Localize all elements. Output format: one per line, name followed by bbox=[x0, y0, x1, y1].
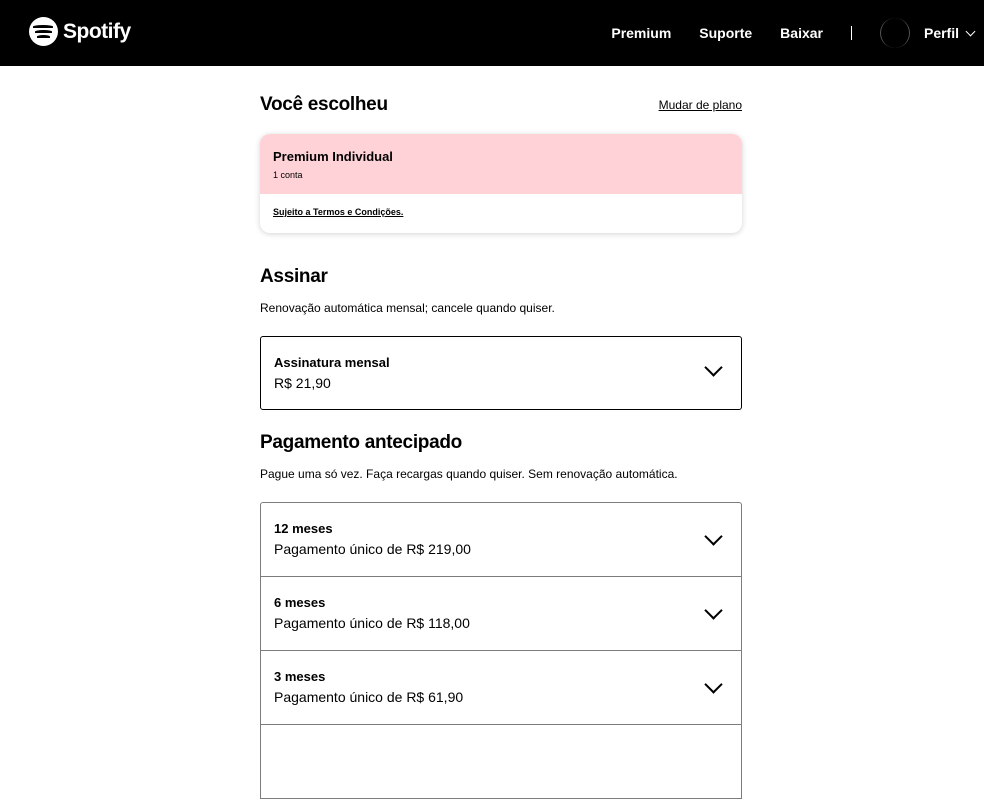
profile-menu[interactable] bbox=[924, 25, 974, 41]
option-price: R$ 21,90 bbox=[274, 375, 331, 391]
prepaid-heading: Pagamento antecipado bbox=[260, 432, 462, 453]
nav-divider bbox=[851, 26, 852, 40]
nav-suporte[interactable]: Suporte bbox=[699, 25, 753, 41]
option-price: Pagamento único de R$ 61,90 bbox=[274, 689, 464, 705]
avatar[interactable] bbox=[880, 18, 910, 48]
terms-link[interactable]: Sujeito a Termos e Condições. bbox=[273, 207, 404, 217]
spotify-logo-icon bbox=[29, 17, 58, 46]
prepaid-options-list bbox=[260, 502, 742, 799]
prepaid-option-6-months[interactable] bbox=[261, 577, 741, 651]
brand-name: Spotify bbox=[63, 19, 131, 43]
option-title: Assinatura mensal bbox=[274, 355, 390, 370]
change-plan-link[interactable]: Mudar de plano bbox=[658, 98, 742, 112]
prepaid-option-12-months[interactable] bbox=[261, 503, 741, 577]
spotify-logo[interactable] bbox=[29, 17, 131, 46]
prepaid-option-more[interactable] bbox=[261, 725, 741, 799]
plan-accounts: 1 conta bbox=[273, 170, 303, 180]
nav-baixar[interactable]: Baixar bbox=[780, 25, 823, 41]
profile-label: Perfil bbox=[923, 25, 959, 41]
prepaid-description: Pague uma só vez. Faça recargas quando quiser. Sem renovação automática. bbox=[260, 467, 678, 481]
subscribe-heading: Assinar bbox=[260, 266, 328, 287]
chevron-down-icon bbox=[966, 26, 976, 36]
chosen-heading: Você escolheu bbox=[260, 94, 388, 115]
nav-premium[interactable]: Premium bbox=[611, 25, 672, 41]
option-title: 6 meses bbox=[274, 595, 326, 610]
plan-name: Premium Individual bbox=[273, 149, 393, 164]
plan-card bbox=[260, 134, 742, 233]
option-price: Pagamento único de R$ 118,00 bbox=[274, 615, 470, 631]
top-navbar bbox=[0, 0, 984, 66]
option-price: Pagamento único de R$ 219,00 bbox=[274, 541, 471, 557]
prepaid-option-3-months[interactable] bbox=[261, 651, 741, 725]
monthly-subscription-option[interactable] bbox=[260, 336, 742, 410]
subscribe-description: Renovação automática mensal; cancele quando quiser. bbox=[260, 301, 555, 315]
option-title: 3 meses bbox=[274, 669, 326, 684]
option-title: 12 meses bbox=[274, 521, 333, 536]
